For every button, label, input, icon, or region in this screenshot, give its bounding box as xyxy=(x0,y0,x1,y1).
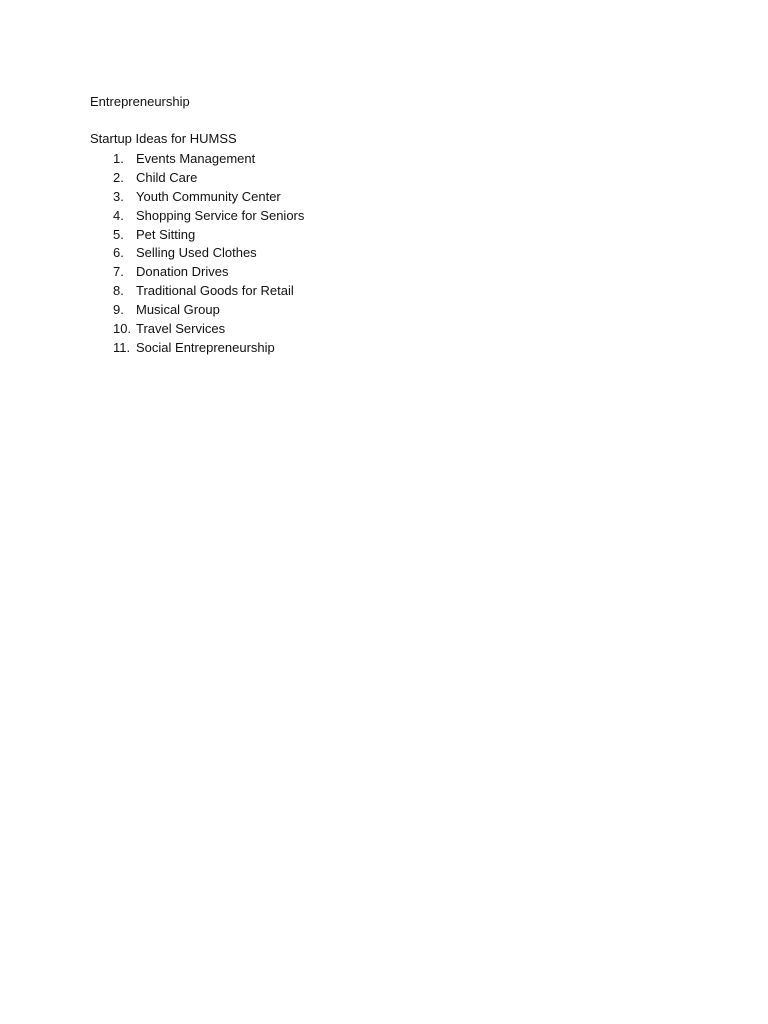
list-item-number: 5. xyxy=(113,226,124,242)
document-title: Entrepreneurship xyxy=(90,94,190,109)
list-item-text: Youth Community Center xyxy=(136,188,281,204)
list-item-text: Traditional Goods for Retail xyxy=(136,283,294,299)
list-item-number: 7. xyxy=(113,264,124,280)
list-item-text: Child Care xyxy=(136,169,198,185)
list-item-text: Pet Sitting xyxy=(136,226,196,242)
list-item-number: 6. xyxy=(113,245,124,261)
section-heading: Startup Ideas for HUMSS xyxy=(90,131,237,146)
list-item-number: 1. xyxy=(113,151,124,166)
list-item-text: Social Entrepreneurship xyxy=(136,339,275,355)
list-item-number: 11. xyxy=(113,339,131,355)
list-item-text: Shopping Service for Seniors xyxy=(136,207,305,223)
list-item-number: 8. xyxy=(113,283,124,299)
list-item-number: 10. xyxy=(113,321,132,337)
list-item-number: 2. xyxy=(113,169,124,185)
list-item-text: Travel Services xyxy=(136,321,226,337)
list-item-text: Musical Group xyxy=(136,302,220,318)
list-item-number: 4. xyxy=(113,207,124,223)
list-item-number: 9. xyxy=(113,302,124,318)
list-item-text: Events Management xyxy=(136,151,256,166)
list-item-text: Donation Drives xyxy=(136,264,229,280)
list-item-text: Selling Used Clothes xyxy=(136,245,257,261)
list-item-number: 3. xyxy=(113,188,124,204)
